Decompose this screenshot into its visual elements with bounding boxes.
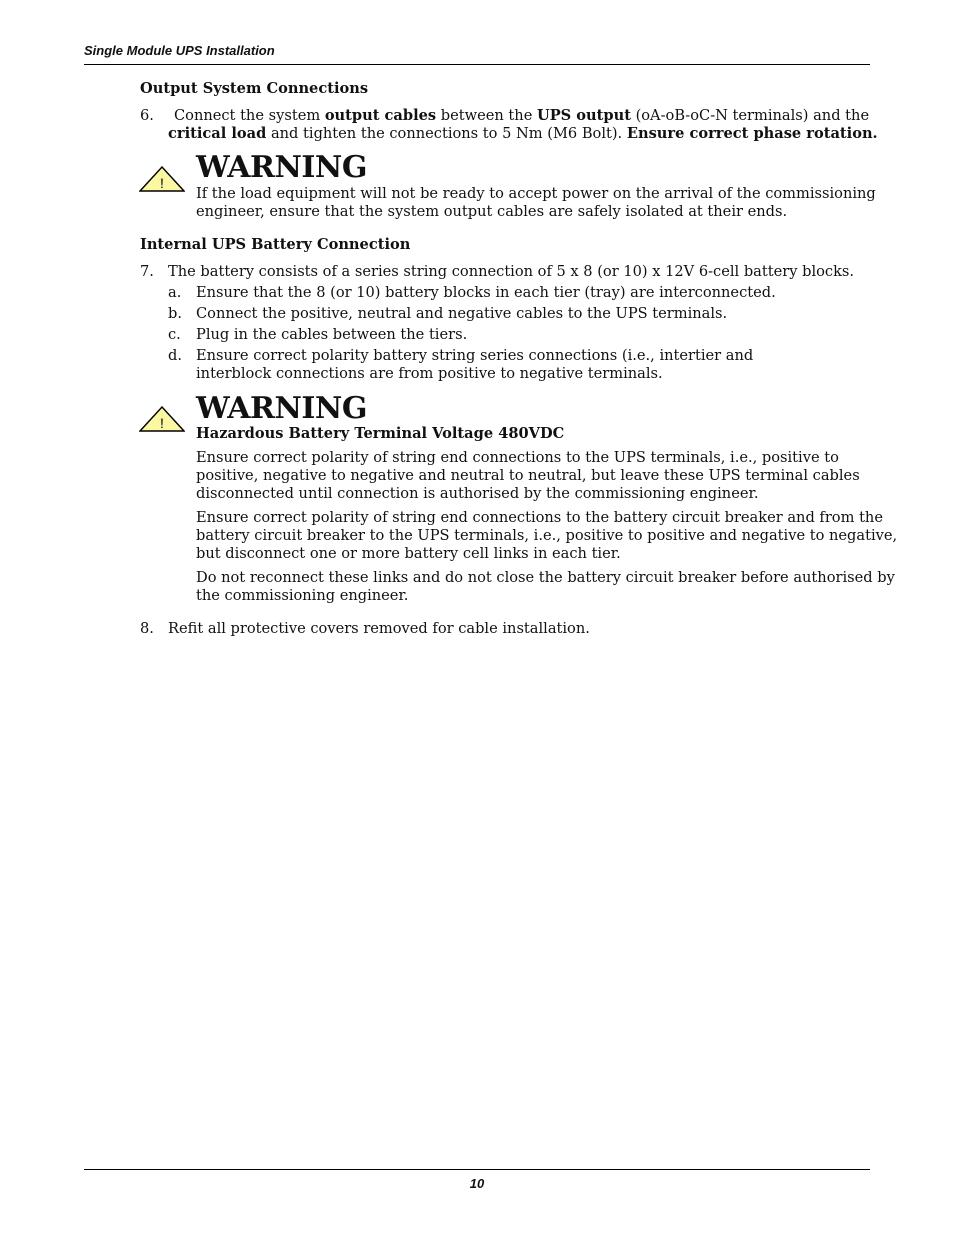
warning-text-line-1: If the load equipment will not be ready to accept power on the arrival of the commissioning bbox=[196, 185, 876, 202]
footer-rule bbox=[84, 1169, 870, 1170]
substep-text-line-1: Ensure correct polarity battery string series connections (i.e., intertier and bbox=[196, 347, 754, 364]
step-number: 8. bbox=[140, 620, 154, 637]
substep-text: Ensure that the 8 (or 10) battery blocks in each tier (tray) are interconnected. bbox=[196, 284, 776, 301]
paragraph-line: battery circuit breaker to the UPS terminals, i.e., positive to positive and negative to negative, bbox=[196, 527, 898, 544]
substep-letter: d. bbox=[168, 347, 182, 364]
header-rule bbox=[84, 64, 870, 65]
page-number: 10 bbox=[469, 1176, 485, 1191]
svg-text:!: ! bbox=[160, 415, 164, 431]
warning-triangle-icon bbox=[139, 406, 185, 432]
paragraph-line: but disconnect one or more battery cell links in each tier. bbox=[196, 545, 621, 562]
substep-text-line-2: interblock connections are from positive to negative terminals. bbox=[196, 365, 663, 382]
warning-text-line-2: engineer, ensure that the system output cables are safely isolated at their ends. bbox=[196, 203, 788, 220]
warning-triangle-icon bbox=[139, 166, 185, 192]
paragraph-line: positive, negative to negative and neutral to neutral, but leave these UPS terminal cables bbox=[196, 467, 860, 484]
paragraph-line: disconnected until connection is authorised by the commissioning engineer. bbox=[196, 485, 759, 502]
warning-title: WARNING bbox=[196, 150, 367, 185]
step-number: 6. bbox=[140, 107, 154, 124]
step-text-line-1: Connect the system output cables between the UPS output (oA-oB-oC-N terminals) and the bbox=[174, 107, 870, 124]
step-text-line-2: critical load and tighten the connections to 5 Nm (M6 Bolt). Ensure correct phase rotation. bbox=[168, 125, 878, 142]
svg-text:!: ! bbox=[160, 175, 164, 191]
header-title: Single Module UPS Installation bbox=[84, 43, 275, 58]
section-heading-battery: Internal UPS Battery Connection bbox=[140, 236, 411, 253]
step-8-text: Refit all protective covers removed for cable installation. bbox=[168, 620, 590, 637]
step-7-text: The battery consists of a series string connection of 5 x 8 (or 10) x 12V 6-cell battery blocks. bbox=[168, 263, 855, 280]
substep-letter: c. bbox=[168, 326, 181, 343]
paragraph-line: Ensure correct polarity of string end connections to the battery circuit breaker and from the bbox=[196, 509, 883, 526]
paragraph-line: the commissioning engineer. bbox=[196, 587, 409, 604]
substep-text: Plug in the cables between the tiers. bbox=[196, 326, 468, 343]
substep-text: Connect the positive, neutral and negative cables to the UPS terminals. bbox=[196, 305, 728, 322]
paragraph-line: Do not reconnect these links and do not close the battery circuit breaker before authorised by bbox=[196, 569, 895, 586]
substep-letter: b. bbox=[168, 305, 182, 322]
step-number: 7. bbox=[140, 263, 154, 280]
section-heading-output: Output System Connections bbox=[140, 80, 369, 97]
paragraph-line: Ensure correct polarity of string end connections to the UPS terminals, i.e., positive to bbox=[196, 449, 839, 466]
warning-title: WARNING bbox=[196, 391, 367, 426]
substep-letter: a. bbox=[168, 284, 182, 301]
warning-subtitle: Hazardous Battery Terminal Voltage 480VDC bbox=[196, 425, 565, 442]
